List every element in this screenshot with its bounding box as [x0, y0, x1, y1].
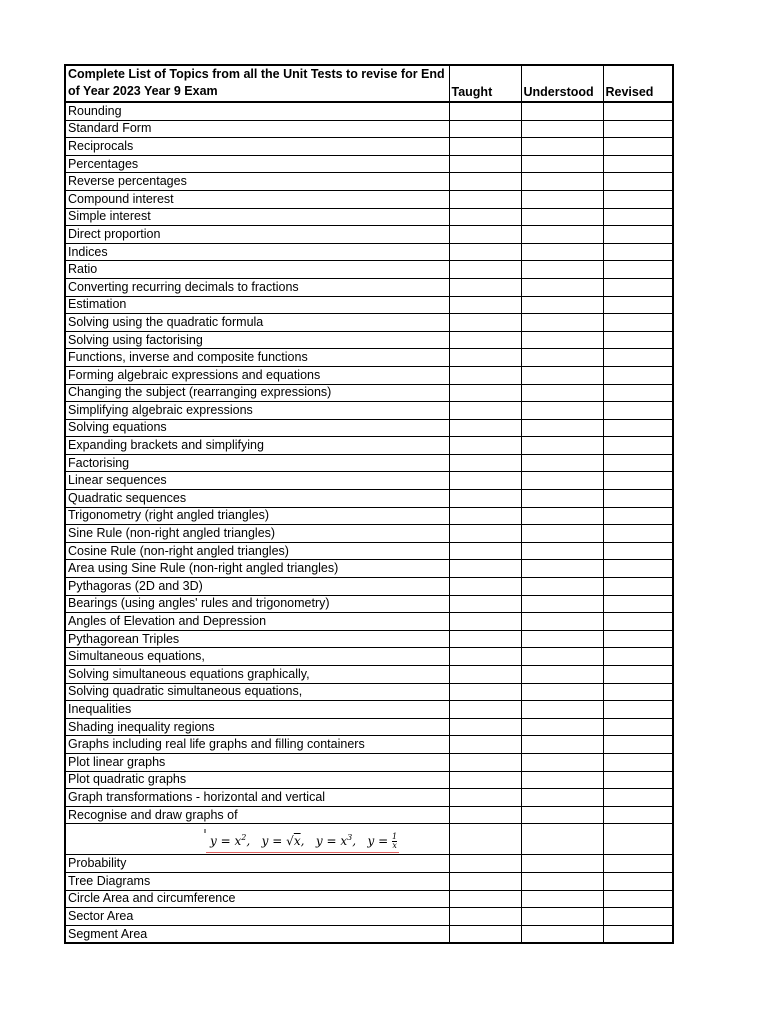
understood-cell[interactable] — [521, 908, 603, 926]
topic-row — [65, 331, 673, 349]
topic-row — [65, 666, 673, 684]
revised-cell[interactable] — [603, 402, 673, 420]
revised-cell[interactable] — [603, 855, 673, 873]
taught-cell[interactable] — [449, 771, 521, 789]
revised-cell[interactable] — [603, 560, 673, 578]
topic-name: Linear sequences — [65, 472, 449, 490]
taught-cell[interactable] — [449, 366, 521, 384]
taught-cell[interactable] — [449, 855, 521, 873]
taught-cell[interactable] — [449, 437, 521, 455]
topic-row — [65, 630, 673, 648]
topic-row — [65, 613, 673, 631]
topic-name: Plot linear graphs — [65, 753, 449, 771]
revised-cell[interactable] — [603, 261, 673, 279]
graph-functions-formula: $y = x^2$, y = √x, $y = x^3$, y = $\frac{1}{x}$ — [206, 830, 399, 853]
revised-cell[interactable] — [603, 908, 673, 926]
revised-cell[interactable] — [603, 454, 673, 472]
understood-cell[interactable] — [521, 278, 603, 296]
revised-cell[interactable] — [603, 736, 673, 754]
taught-cell[interactable] — [449, 525, 521, 543]
understood-cell[interactable] — [521, 314, 603, 332]
topic-row — [65, 872, 673, 890]
understood-cell[interactable] — [521, 736, 603, 754]
topic-name: Forming algebraic expressions and equations — [65, 366, 449, 384]
taught-cell[interactable] — [449, 419, 521, 437]
taught-cell[interactable] — [449, 925, 521, 943]
topic-name: Plot quadratic graphs — [65, 771, 449, 789]
revised-cell[interactable] — [603, 226, 673, 244]
understood-cell[interactable] — [521, 542, 603, 560]
topic-name: Solving using the quadratic formula — [65, 314, 449, 332]
understood-cell[interactable] — [521, 366, 603, 384]
topic-row — [65, 454, 673, 472]
taught-cell[interactable] — [449, 666, 521, 684]
topic-row — [65, 925, 673, 943]
taught-cell[interactable] — [449, 736, 521, 754]
topic-name: Solving simultaneous equations graphically, — [65, 666, 449, 684]
topic-row — [65, 155, 673, 173]
topic-name: Indices — [65, 243, 449, 261]
revised-cell[interactable] — [603, 120, 673, 138]
topic-row — [65, 366, 673, 384]
taught-cell[interactable] — [449, 190, 521, 208]
revised-cell[interactable] — [603, 331, 673, 349]
revised-cell[interactable] — [603, 472, 673, 490]
understood-cell[interactable] — [521, 771, 603, 789]
topic-row — [65, 102, 673, 120]
understood-cell[interactable] — [521, 890, 603, 908]
taught-cell[interactable] — [449, 701, 521, 719]
topic-name: Ratio — [65, 261, 449, 279]
formula-row — [65, 824, 673, 855]
topic-name: Bearings (using angles' rules and trigonometry) — [65, 595, 449, 613]
understood-cell[interactable] — [521, 454, 603, 472]
revised-cell[interactable] — [603, 613, 673, 631]
revised-cell[interactable] — [603, 384, 673, 402]
topic-name: Shading inequality regions — [65, 718, 449, 736]
topic-name: Pythagoras (2D and 3D) — [65, 578, 449, 596]
topic-name: Changing the subject (rearranging expressions) — [65, 384, 449, 402]
revised-cell[interactable] — [603, 155, 673, 173]
header-topics: Complete List of Topics from all the Unit Tests to revise for End of Year 2023 Year 9 Exam — [65, 65, 449, 102]
revised-cell[interactable] — [603, 278, 673, 296]
understood-cell[interactable] — [521, 243, 603, 261]
understood-cell[interactable] — [521, 208, 603, 226]
topic-name: Standard Form — [65, 120, 449, 138]
topic-name: Sector Area — [65, 908, 449, 926]
topic-name: Sine Rule (non-right angled triangles) — [65, 525, 449, 543]
revised-cell[interactable] — [603, 296, 673, 314]
revised-cell[interactable] — [603, 102, 673, 120]
taught-cell[interactable] — [449, 872, 521, 890]
topic-name: Probability — [65, 855, 449, 873]
topic-row — [65, 718, 673, 736]
topic-name: Functions, inverse and composite functions — [65, 349, 449, 367]
topic-row — [65, 908, 673, 926]
understood-cell[interactable] — [521, 648, 603, 666]
understood-cell[interactable] — [521, 226, 603, 244]
topic-name: Simple interest — [65, 208, 449, 226]
formula-cell — [65, 824, 449, 855]
revised-cell[interactable] — [603, 718, 673, 736]
taught-cell[interactable] — [449, 349, 521, 367]
topic-name: Reverse percentages — [65, 173, 449, 191]
topic-name: Segment Area — [65, 925, 449, 943]
topic-row — [65, 437, 673, 455]
topic-name: Graph transformations - horizontal and vertical — [65, 789, 449, 807]
taught-cell[interactable] — [449, 472, 521, 490]
taught-cell[interactable] — [449, 908, 521, 926]
topic-row — [65, 789, 673, 807]
understood-cell[interactable] — [521, 789, 603, 807]
topic-row — [65, 419, 673, 437]
taught-cell[interactable] — [449, 402, 521, 420]
revised-cell[interactable] — [603, 525, 673, 543]
understood-cell[interactable] — [521, 613, 603, 631]
taught-cell[interactable] — [449, 102, 521, 120]
topic-row — [65, 806, 673, 824]
revised-cell[interactable] — [603, 314, 673, 332]
topic-row — [65, 490, 673, 508]
taught-cell[interactable] — [449, 155, 521, 173]
topic-name: Simultaneous equations, — [65, 648, 449, 666]
revised-cell[interactable] — [603, 208, 673, 226]
revised-cell[interactable] — [603, 542, 673, 560]
topic-row — [65, 402, 673, 420]
understood-cell[interactable] — [521, 402, 603, 420]
taught-cell[interactable] — [449, 173, 521, 191]
understood-cell[interactable] — [521, 630, 603, 648]
revised-cell[interactable] — [603, 578, 673, 596]
topic-row — [65, 226, 673, 244]
topic-name: Solving equations — [65, 419, 449, 437]
revised-cell[interactable] — [603, 806, 673, 824]
topic-row — [65, 542, 673, 560]
understood-cell[interactable] — [521, 155, 603, 173]
topic-name: Tree Diagrams — [65, 872, 449, 890]
taught-cell[interactable] — [449, 261, 521, 279]
revised-cell[interactable] — [603, 890, 673, 908]
topic-name: Compound interest — [65, 190, 449, 208]
understood-cell[interactable] — [521, 753, 603, 771]
revised-cell[interactable] — [603, 666, 673, 684]
understood-cell[interactable] — [521, 683, 603, 701]
topic-row — [65, 314, 673, 332]
topic-name: Solving quadratic simultaneous equations, — [65, 683, 449, 701]
understood-cell[interactable] — [521, 806, 603, 824]
understood-cell[interactable] — [521, 872, 603, 890]
revision-checklist-sheet — [64, 64, 672, 944]
understood-cell[interactable] — [521, 472, 603, 490]
revised-cell[interactable] — [603, 824, 673, 855]
topic-name: Estimation — [65, 296, 449, 314]
taught-cell[interactable] — [449, 384, 521, 402]
understood-cell[interactable] — [521, 824, 603, 855]
taught-cell[interactable] — [449, 630, 521, 648]
topic-row — [65, 736, 673, 754]
revised-cell[interactable] — [603, 173, 673, 191]
topic-row — [65, 120, 673, 138]
revised-cell[interactable] — [603, 872, 673, 890]
topic-row — [65, 890, 673, 908]
taught-cell[interactable] — [449, 226, 521, 244]
revised-cell[interactable] — [603, 349, 673, 367]
revised-cell[interactable] — [603, 419, 673, 437]
taught-cell[interactable] — [449, 613, 521, 631]
taught-cell[interactable] — [449, 208, 521, 226]
understood-cell[interactable] — [521, 120, 603, 138]
topics-table — [64, 64, 674, 944]
topic-name: Trigonometry (right angled triangles) — [65, 507, 449, 525]
understood-cell[interactable] — [521, 437, 603, 455]
taught-cell[interactable] — [449, 718, 521, 736]
understood-cell[interactable] — [521, 666, 603, 684]
revised-cell[interactable] — [603, 648, 673, 666]
taught-cell[interactable] — [449, 454, 521, 472]
topic-row — [65, 472, 673, 490]
topic-row — [65, 525, 673, 543]
understood-cell[interactable] — [521, 855, 603, 873]
taught-cell[interactable] — [449, 331, 521, 349]
topic-name: Area using Sine Rule (non-right angled triangles) — [65, 560, 449, 578]
revised-cell[interactable] — [603, 630, 673, 648]
cell-underline — [66, 854, 200, 855]
understood-cell[interactable] — [521, 507, 603, 525]
revised-cell[interactable] — [603, 789, 673, 807]
understood-cell[interactable] — [521, 578, 603, 596]
topic-row — [65, 261, 673, 279]
revised-cell[interactable] — [603, 683, 673, 701]
revised-cell[interactable] — [603, 437, 673, 455]
topic-row — [65, 278, 673, 296]
revised-cell[interactable] — [603, 925, 673, 943]
topic-name: Solving using factorising — [65, 331, 449, 349]
understood-cell[interactable] — [521, 331, 603, 349]
understood-cell[interactable] — [521, 718, 603, 736]
taught-cell[interactable] — [449, 138, 521, 156]
header-understood: Understood — [521, 65, 603, 102]
header-revised: Revised — [603, 65, 673, 102]
taught-cell[interactable] — [449, 753, 521, 771]
taught-cell[interactable] — [449, 578, 521, 596]
taught-cell[interactable] — [449, 824, 521, 855]
topic-row — [65, 138, 673, 156]
understood-cell[interactable] — [521, 261, 603, 279]
taught-cell[interactable] — [449, 595, 521, 613]
header-taught: Taught — [449, 65, 521, 102]
topic-row — [65, 507, 673, 525]
taught-cell[interactable] — [449, 683, 521, 701]
topic-row — [65, 296, 673, 314]
topic-name: Recognise and draw graphs of — [65, 806, 449, 824]
taught-cell[interactable] — [449, 806, 521, 824]
revised-cell[interactable] — [603, 595, 673, 613]
understood-cell[interactable] — [521, 102, 603, 120]
revised-cell[interactable] — [603, 243, 673, 261]
topic-name: Cosine Rule (non-right angled triangles) — [65, 542, 449, 560]
topic-row — [65, 648, 673, 666]
understood-cell[interactable] — [521, 296, 603, 314]
understood-cell[interactable] — [521, 560, 603, 578]
revised-cell[interactable] — [603, 507, 673, 525]
topic-row — [65, 701, 673, 719]
taught-cell[interactable] — [449, 890, 521, 908]
topic-name: Reciprocals — [65, 138, 449, 156]
revised-cell[interactable] — [603, 753, 673, 771]
taught-cell[interactable] — [449, 789, 521, 807]
understood-cell[interactable] — [521, 173, 603, 191]
topic-name: Expanding brackets and simplifying — [65, 437, 449, 455]
understood-cell[interactable] — [521, 419, 603, 437]
topic-name: Simplifying algebraic expressions — [65, 402, 449, 420]
taught-cell[interactable] — [449, 560, 521, 578]
topic-name: Percentages — [65, 155, 449, 173]
topic-name: Pythagorean Triples — [65, 630, 449, 648]
understood-cell[interactable] — [521, 701, 603, 719]
topic-row — [65, 173, 673, 191]
topic-name: Factorising — [65, 454, 449, 472]
taught-cell[interactable] — [449, 243, 521, 261]
topic-name: Inequalities — [65, 701, 449, 719]
taught-cell[interactable] — [449, 278, 521, 296]
topic-name: Circle Area and circumference — [65, 890, 449, 908]
topic-row — [65, 243, 673, 261]
topic-name: Rounding — [65, 102, 449, 120]
topic-row — [65, 560, 673, 578]
topic-row — [65, 855, 673, 873]
revised-cell[interactable] — [603, 771, 673, 789]
header-row — [65, 65, 673, 102]
taught-cell[interactable] — [449, 120, 521, 138]
topic-row — [65, 753, 673, 771]
topic-name: Converting recurring decimals to fractions — [65, 278, 449, 296]
topic-name: Direct proportion — [65, 226, 449, 244]
topic-row — [65, 190, 673, 208]
taught-cell[interactable] — [449, 648, 521, 666]
topic-name: Quadratic sequences — [65, 490, 449, 508]
revised-cell[interactable] — [603, 701, 673, 719]
topic-row — [65, 578, 673, 596]
topic-row — [65, 349, 673, 367]
topic-row — [65, 595, 673, 613]
taught-cell[interactable] — [449, 490, 521, 508]
understood-cell[interactable] — [521, 138, 603, 156]
taught-cell[interactable] — [449, 296, 521, 314]
understood-cell[interactable] — [521, 490, 603, 508]
taught-cell[interactable] — [449, 542, 521, 560]
topic-name: Graphs including real life graphs and filling containers — [65, 736, 449, 754]
topic-row — [65, 771, 673, 789]
topic-name: Angles of Elevation and Depression — [65, 613, 449, 631]
understood-cell[interactable] — [521, 595, 603, 613]
revised-cell[interactable] — [603, 490, 673, 508]
understood-cell[interactable] — [521, 190, 603, 208]
revised-cell[interactable] — [603, 366, 673, 384]
taught-cell[interactable] — [449, 314, 521, 332]
revised-cell[interactable] — [603, 138, 673, 156]
understood-cell[interactable] — [521, 525, 603, 543]
topic-row — [65, 384, 673, 402]
topic-row — [65, 683, 673, 701]
understood-cell[interactable] — [521, 925, 603, 943]
understood-cell[interactable] — [521, 349, 603, 367]
understood-cell[interactable] — [521, 384, 603, 402]
taught-cell[interactable] — [449, 507, 521, 525]
revised-cell[interactable] — [603, 190, 673, 208]
topic-row — [65, 208, 673, 226]
